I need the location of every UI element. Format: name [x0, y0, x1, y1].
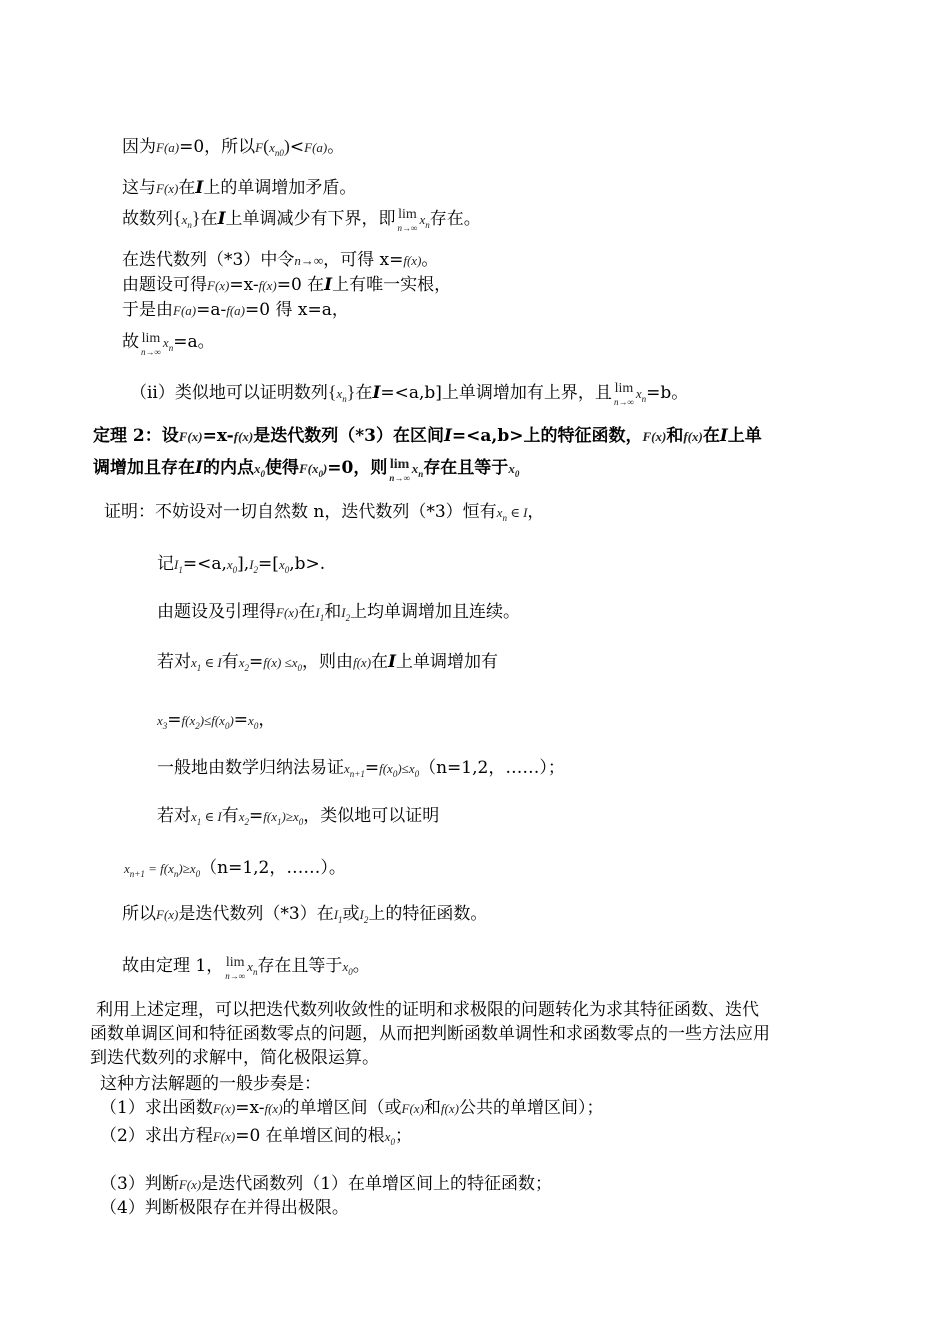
text: ], — [237, 554, 250, 574]
math-f-x: f(x) — [683, 429, 703, 444]
text: 在 — [702, 426, 720, 446]
text: （n=1,2，……）； — [419, 758, 565, 778]
math-F-x: F(x) — [207, 278, 230, 293]
math-F-x: F(x) — [401, 1101, 424, 1116]
text: 这与 — [122, 178, 156, 198]
text: 因为 — [122, 137, 156, 157]
math-xn: $x_n$ — [411, 461, 424, 479]
theorem-2-line-2 — [93, 456, 519, 486]
math-f-x: f(x) — [258, 278, 277, 293]
text: 上的特征函数。 — [368, 904, 488, 924]
proof-line-ge — [124, 856, 346, 886]
text: =<a,b>上的特征函数， — [451, 426, 643, 446]
text: 在 — [355, 383, 373, 403]
line-2 — [122, 176, 356, 201]
text: 和 — [324, 602, 342, 622]
text: ，则由 — [301, 652, 353, 672]
paragraph-line-2: 函数单调区间和特征函数零点的问题，从而把判断函数单调性和求函数零点的一些方法应用 — [90, 1024, 770, 1044]
line-5 — [122, 273, 451, 298]
math-I2: $I_2$ — [341, 605, 351, 623]
math-x3: $x_3$ — [157, 713, 168, 731]
proof-line-define-intervals — [157, 552, 325, 582]
math-xn: $x_n$ — [419, 212, 430, 230]
text: 于是由 — [122, 300, 173, 320]
line-1 — [122, 134, 344, 165]
math-fx2-le-fx0: $f(x_2)\le f(x_0)$ — [181, 713, 234, 731]
text: =0 在单增区间的根 — [235, 1126, 385, 1146]
text: 所以 — [122, 904, 156, 924]
math-x1-in-I: $x_1$ ∈ I — [191, 809, 222, 827]
text: 上均单调增加且连续。 — [350, 602, 521, 622]
text: 使得 — [264, 458, 299, 478]
text: 证明：不妨设对一切自然数 n，迭代数列（*3）恒有 — [104, 502, 497, 522]
math-x0: $x_0$ — [384, 1129, 395, 1147]
text: 调增加且存在 — [93, 458, 195, 478]
math-x0: $x_0$ — [226, 557, 238, 575]
line-3 — [122, 206, 481, 237]
math-I1: $I_1$ — [315, 605, 325, 623]
math-I2: $I_2$ — [359, 907, 369, 925]
text: = — [364, 758, 380, 778]
math-F-x: F(x) — [642, 429, 667, 444]
text: （1）求出函数 — [100, 1098, 213, 1118]
math-seq-xn: $\{x_n\}$ — [173, 208, 201, 230]
math-xn: $x_n$ — [635, 386, 647, 404]
math-limit: lim n→∞ — [141, 331, 161, 357]
text: = — [167, 710, 182, 730]
text: 在 — [371, 652, 389, 672]
text: 的内点 — [202, 458, 254, 478]
text: 有 — [221, 806, 239, 826]
symbol-I: I — [388, 652, 396, 672]
symbol-I: I — [195, 458, 203, 478]
math-f-x: f(x) — [440, 1101, 459, 1116]
paragraph-line-4: 这种方法解题的一般步奏是： — [100, 1074, 321, 1094]
text: 若对 — [157, 652, 191, 672]
math-F-x: F(x) — [212, 1101, 236, 1116]
text: =<a, — [182, 554, 227, 574]
text: =0 得 x=a， — [245, 300, 349, 320]
text: = — [233, 710, 249, 730]
text: =a。 — [173, 332, 215, 352]
math-x0: $x_0$ — [248, 713, 259, 731]
text: （3）判断 — [100, 1174, 179, 1194]
math-xn-in-I: $x_n$ ∈ I — [496, 505, 528, 523]
text: 在 — [200, 209, 218, 229]
text: ，可得 x= — [323, 250, 404, 270]
text: ，类似地可以证明 — [303, 806, 440, 826]
text: = — [249, 806, 264, 826]
text: 故 — [122, 332, 139, 352]
math-I1: $I_1$ — [333, 907, 343, 925]
text: （n=1,2，……）。 — [200, 858, 346, 878]
text: 由题设及引理得 — [157, 602, 276, 622]
math-F-a: F(a) — [173, 303, 197, 318]
text: 有 — [221, 652, 239, 672]
math-fx0-le-x0: $f(x_0)\le x_0$ — [379, 761, 420, 779]
text: 上单调增加有 — [395, 652, 498, 672]
text: 和 — [423, 1098, 441, 1118]
text: 公共的单增区间）； — [458, 1098, 604, 1118]
math-x0: $x_0$ — [278, 557, 290, 575]
math-seq-xn: $\{x_n\}$ — [327, 382, 356, 404]
text: （ii）类似地可以证明数列 — [130, 383, 328, 403]
symbol-I: I — [324, 275, 333, 295]
text: < — [289, 137, 305, 157]
text: 定理 2：设 — [93, 426, 179, 446]
symbol-I: I — [195, 178, 204, 198]
paragraph-line-3: 到迭代数列的求解中，简化极限运算。 — [90, 1048, 379, 1068]
math-xn: $x_n$ — [162, 335, 174, 353]
math-n-to-inf: n→∞ — [294, 253, 324, 268]
math-F-x: F(x) — [178, 429, 203, 444]
math-f-x: f(x) — [264, 1101, 283, 1116]
text: 存在且等于 — [423, 458, 509, 478]
line-7 — [122, 330, 215, 360]
step-4: （4）判断极限存在并得出极限。 — [100, 1198, 349, 1218]
math-F-x: F(x) — [212, 1129, 236, 1144]
proof-line-case-2 — [157, 804, 439, 834]
proof-line-1 — [104, 500, 544, 530]
text: 记 — [157, 554, 174, 574]
text: 若对 — [157, 806, 191, 826]
proof-line-induction — [157, 756, 565, 786]
text: =0，则 — [327, 458, 388, 478]
math-f-x: f(x) — [352, 655, 372, 670]
math-I1: $I_1$ — [174, 557, 183, 575]
text: 是迭代数列（*3）在区间 — [253, 426, 444, 446]
math-f-x: f(x) — [233, 429, 254, 444]
math-F-a: F(a) — [304, 140, 328, 155]
text: =<a,b]上单调增加有上界，且 — [380, 383, 612, 403]
text: =0 在 — [276, 275, 325, 295]
text: ， — [258, 710, 276, 730]
line-4 — [122, 248, 438, 273]
symbol-I: I — [217, 209, 226, 229]
text: =[ — [258, 554, 279, 574]
text: =0，所以 — [179, 137, 256, 157]
math-x1-in-I: $x_1$ ∈ I — [191, 655, 222, 673]
math-F-x: F(x) — [276, 605, 299, 620]
symbol-I: I — [719, 426, 728, 446]
symbol-I: I — [372, 383, 381, 403]
math-fx1-ge-x0: $f(x_1)\ge x_0$ — [263, 809, 304, 827]
text: 故由定理 1， — [122, 956, 224, 976]
math-x0: $x_0$ — [508, 461, 520, 479]
math-F-x: F(x) — [156, 181, 179, 196]
text: 存在。 — [429, 209, 481, 229]
text: 由题设可得 — [122, 275, 207, 295]
math-xn: $x_n$ — [247, 959, 258, 977]
text: 。 — [327, 137, 345, 157]
step-1 — [100, 1096, 603, 1121]
text: 上的单调增加矛盾。 — [203, 178, 357, 198]
text: ,b>. — [289, 554, 326, 574]
math-fx-le-x0: $f(x) \le x_0$ — [263, 655, 302, 673]
math-F-x: F(x) — [156, 907, 179, 922]
proof-line-conclusion — [122, 902, 487, 932]
text: 上单调减少有下界，即 — [225, 209, 396, 229]
step-3 — [100, 1172, 552, 1197]
text: 上有唯一实根， — [332, 275, 452, 295]
theorem-2-line-1 — [93, 424, 762, 449]
math-x2: $x_2$ — [238, 809, 250, 827]
math-limit: lim n→∞ — [389, 457, 410, 483]
text: 是迭代函数列（1）在单增区间上的特征函数； — [201, 1174, 553, 1194]
math-f-x: f(x) — [403, 253, 422, 268]
math-F-x: F(x) — [178, 1177, 202, 1192]
math-x-n-plus-1-eq-fxn-ge-x0: $x_{n+1} = f(x_n)\ge x_0$ — [124, 861, 201, 879]
text: ， — [527, 502, 545, 522]
text: =x- — [229, 275, 259, 295]
line-8 — [130, 380, 688, 411]
text: 是迭代数列（*3）在 — [178, 904, 334, 924]
math-limit: lim n→∞ — [225, 955, 246, 981]
text: =x- — [235, 1098, 265, 1118]
math-limit: lim n→∞ — [397, 207, 418, 233]
proof-line-case-1 — [157, 650, 498, 680]
text: = — [249, 652, 264, 672]
text: 在迭代数列（*3）中令 — [122, 250, 295, 270]
text: 或 — [342, 904, 360, 924]
line-6 — [122, 298, 349, 323]
text: 一般地由数学归纳法易证 — [157, 758, 344, 778]
text: （2）求出方程 — [100, 1126, 213, 1146]
math-F-a: F(a) — [156, 140, 180, 155]
step-2 — [100, 1124, 412, 1154]
text: 故数列 — [122, 209, 173, 229]
proof-line-lemma — [157, 600, 520, 630]
math-f-a: f(a) — [226, 303, 246, 318]
text: 存在且等于 — [257, 956, 343, 976]
math-F-x0: $F(x_0)$ — [298, 461, 328, 479]
text: =b。 — [646, 383, 689, 403]
proof-line-x3 — [157, 708, 275, 738]
text: 上单 — [727, 426, 762, 446]
math-F-x-n0: $F(x_{n0})$ — [255, 136, 290, 158]
text: =x- — [202, 426, 234, 446]
text: 。 — [352, 956, 370, 976]
math-x2: $x_2$ — [238, 655, 250, 673]
math-x-n-plus-1: $x_{n+1}$ — [344, 761, 365, 779]
text: =a- — [196, 300, 227, 320]
text: 在 — [178, 178, 196, 198]
paragraph-line-1: 利用上述定理，可以把迭代数列收敛性的证明和求极限的问题转化为求其特征函数、迭代 — [96, 1000, 759, 1020]
symbol-I: I — [443, 426, 452, 446]
text: 在 — [298, 602, 316, 622]
math-x0: $x_0$ — [253, 461, 265, 479]
math-x0: $x_0$ — [342, 959, 353, 977]
proof-line-by-theorem-1 — [122, 954, 370, 984]
math-limit: lim n→∞ — [613, 381, 634, 407]
text: 。 — [421, 250, 439, 270]
text: 和 — [666, 426, 684, 446]
text: 的单增区间（或 — [282, 1098, 402, 1118]
math-I2: $I_2$ — [249, 557, 259, 575]
text: ； — [394, 1126, 412, 1146]
